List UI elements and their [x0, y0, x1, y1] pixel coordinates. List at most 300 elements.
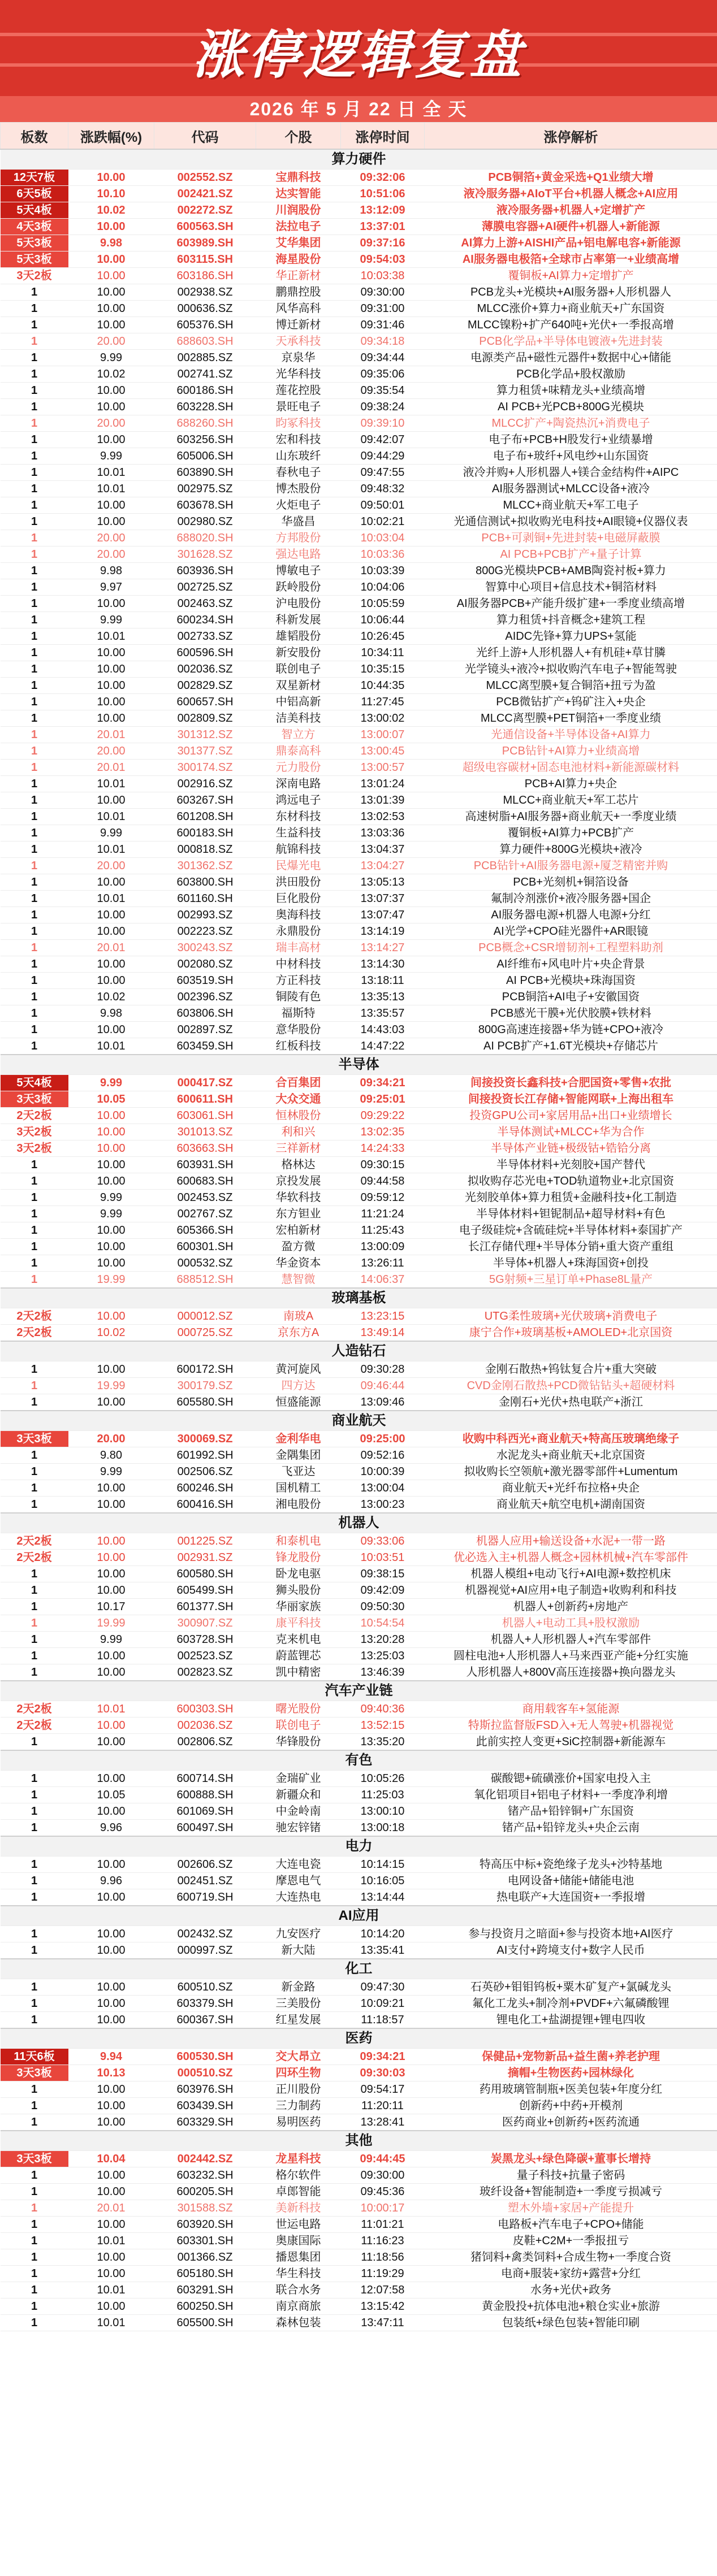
board-count: 3天3板	[1, 1091, 68, 1108]
board-count: 1	[1, 1566, 68, 1582]
limit-up-time: 13:00:07	[341, 727, 425, 743]
limit-up-time: 10:05:26	[341, 1771, 425, 1787]
stock-name: 合百集团	[256, 1075, 341, 1091]
board-count: 3天3板	[1, 2065, 68, 2081]
limit-up-time: 13:00:02	[341, 710, 425, 727]
table-row[interactable]	[1, 1533, 717, 1550]
section-row	[1, 1906, 717, 1926]
table-row[interactable]	[1, 1996, 717, 2012]
table-row[interactable]	[1, 1173, 717, 1190]
stock-code: 002938.SZ	[154, 284, 256, 301]
limit-up-logic: 光通信设备+半导体设备+AI算力	[425, 727, 717, 743]
change-pct: 10.00	[68, 1996, 154, 2012]
limit-up-time: 10:00:17	[341, 2200, 425, 2217]
table-row[interactable]	[1, 1206, 717, 1222]
table-row[interactable]	[1, 235, 717, 251]
table-row[interactable]	[1, 2098, 717, 2114]
table-row[interactable]	[1, 858, 717, 874]
limit-up-logic: PCB龙头+光模块+AI服务器+人形机器人	[425, 284, 717, 301]
limit-up-time: 09:42:09	[341, 1582, 425, 1599]
section-title: 机器人	[1, 1513, 717, 1533]
stock-code: 002809.SZ	[154, 710, 256, 727]
stock-name: 九安医疗	[256, 1926, 341, 1942]
limit-up-logic: CVD金刚石散热+PCD微钻钻头+超硬材料	[425, 1378, 717, 1394]
table-row[interactable]	[1, 399, 717, 415]
change-pct: 10.17	[68, 1599, 154, 1615]
limit-up-time: 10:26:45	[341, 628, 425, 645]
limit-up-time: 14:06:37	[341, 1272, 425, 1289]
stock-code: 002916.SZ	[154, 776, 256, 792]
table-row[interactable]	[1, 251, 717, 268]
table-row[interactable]	[1, 448, 717, 465]
table-row[interactable]	[1, 2184, 717, 2200]
limit-up-logic: 超级电容碳材+固态电池材料+新能源碳材料	[425, 760, 717, 776]
limit-up-time: 09:54:17	[341, 2081, 425, 2098]
table-row[interactable]	[1, 514, 717, 530]
table-row[interactable]	[1, 710, 717, 727]
section-title: 电力	[1, 1836, 717, 1857]
stock-name: 景旺电子	[256, 399, 341, 415]
table-row[interactable]	[1, 842, 717, 858]
stock-code: 600205.SH	[154, 2184, 256, 2200]
table-row[interactable]	[1, 1873, 717, 1889]
board-count: 3天3板	[1, 2151, 68, 2167]
limit-up-time: 09:54:03	[341, 251, 425, 268]
table-row[interactable]	[1, 1091, 717, 1108]
board-count: 1	[1, 1996, 68, 2012]
table-row[interactable]	[1, 907, 717, 923]
table-row[interactable]	[1, 1632, 717, 1648]
stock-name: 法拉电子	[256, 219, 341, 235]
change-pct: 10.00	[68, 2266, 154, 2282]
table-row[interactable]	[1, 956, 717, 973]
stock-name: 三祥新材	[256, 1140, 341, 1157]
stock-name: 驰宏锌锗	[256, 1820, 341, 1837]
table-row[interactable]	[1, 2081, 717, 2098]
table-row[interactable]	[1, 1157, 717, 1173]
table-row[interactable]	[1, 1325, 717, 1342]
limit-up-logic: 电子布+玻纤+风电纱+山东国资	[425, 448, 717, 465]
limit-up-logic: MLCC+商业航天+军工芯片	[425, 792, 717, 809]
limit-up-time: 09:30:00	[341, 284, 425, 301]
table-row[interactable]	[1, 2233, 717, 2249]
table-row[interactable]	[1, 219, 717, 235]
board-count: 12天7板	[1, 170, 68, 186]
limit-up-time: 11:25:03	[341, 1787, 425, 1803]
table-row[interactable]	[1, 1124, 717, 1140]
table-row[interactable]	[1, 1942, 717, 1959]
change-pct: 10.00	[68, 170, 154, 186]
stock-name: 南玻A	[256, 1308, 341, 1325]
table-row[interactable]	[1, 694, 717, 710]
board-count: 3天2板	[1, 268, 68, 284]
change-pct: 10.01	[68, 1038, 154, 1055]
table-row[interactable]	[1, 989, 717, 1005]
table-row[interactable]	[1, 923, 717, 940]
table-row[interactable]	[1, 1889, 717, 1906]
stock-code: 603291.SH	[154, 2282, 256, 2299]
board-count: 2天2板	[1, 1550, 68, 1566]
limit-up-time: 09:45:36	[341, 2184, 425, 2200]
table-row[interactable]	[1, 2249, 717, 2266]
table-row[interactable]	[1, 612, 717, 628]
table-row[interactable]	[1, 1038, 717, 1055]
board-count: 1	[1, 710, 68, 727]
table-row[interactable]	[1, 497, 717, 514]
table-row[interactable]	[1, 1464, 717, 1480]
table-row[interactable]	[1, 1718, 717, 1734]
board-count: 1	[1, 891, 68, 907]
stock-name: 恒林股份	[256, 1108, 341, 1124]
board-count: 1	[1, 858, 68, 874]
stock-code: 600563.SH	[154, 219, 256, 235]
limit-up-logic: 半导体+机器人+珠海国资+创投	[425, 1255, 717, 1272]
limit-up-time: 09:30:00	[341, 2167, 425, 2184]
stock-code: 300243.SZ	[154, 940, 256, 956]
table-row[interactable]	[1, 645, 717, 661]
table-row[interactable]	[1, 481, 717, 497]
change-pct: 10.02	[68, 366, 154, 383]
table-row[interactable]	[1, 1787, 717, 1803]
limit-up-logic: 氟化工龙头+制冷剂+PVDF+六氟磷酸锂	[425, 1996, 717, 2012]
limit-up-logic: 康宁合作+玻璃基板+AMOLED+北京国资	[425, 1325, 717, 1342]
stock-code: 002080.SZ	[154, 956, 256, 973]
stock-code: 600510.SZ	[154, 1979, 256, 1996]
table-row[interactable]	[1, 1803, 717, 1820]
stock-code: 002432.SZ	[154, 1926, 256, 1942]
limit-up-logic: MLCC扩产+陶瓷热沉+消费电子	[425, 415, 717, 432]
column-header: 个股	[256, 123, 341, 150]
table-row[interactable]	[1, 579, 717, 596]
table-row[interactable]	[1, 1926, 717, 1942]
table-row[interactable]	[1, 1075, 717, 1091]
table-row[interactable]	[1, 1615, 717, 1632]
stock-name: 恒盛能源	[256, 1394, 341, 1411]
change-pct: 10.00	[68, 497, 154, 514]
stock-name: 锋龙股份	[256, 1550, 341, 1566]
table-row[interactable]	[1, 202, 717, 219]
table-row[interactable]	[1, 1734, 717, 1751]
stock-code: 000510.SZ	[154, 2065, 256, 2081]
board-count: 2天2板	[1, 1108, 68, 1124]
table-row[interactable]	[1, 1857, 717, 1873]
limit-up-logic: AI服务器PCB+产能升级扩建+一季度业绩高增	[425, 596, 717, 612]
limit-up-logic: 半导体材料+钽铌制品+超导材料+有色	[425, 1206, 717, 1222]
stock-code: 603728.SH	[154, 1632, 256, 1648]
change-pct: 10.00	[68, 956, 154, 973]
limit-up-logic: 电子布+PCB+H股发行+业绩暴增	[425, 432, 717, 448]
section-title: AI应用	[1, 1906, 717, 1926]
stock-name: 中铝高新	[256, 694, 341, 710]
change-pct: 10.00	[68, 1771, 154, 1787]
table-row[interactable]	[1, 2114, 717, 2131]
limit-up-logic: MLCC离型膜+PET铜箔+一季度业绩	[425, 710, 717, 727]
stock-name: 金瑞矿业	[256, 1771, 341, 1787]
table-row[interactable]	[1, 1447, 717, 1464]
change-pct: 10.00	[68, 219, 154, 235]
stock-name: 方正科技	[256, 973, 341, 989]
stock-code: 603976.SH	[154, 2081, 256, 2098]
table-row[interactable]	[1, 1497, 717, 1513]
stock-name: 播恩集团	[256, 2249, 341, 2266]
limit-up-logic: AI PCB+光模块+珠海国资	[425, 973, 717, 989]
stock-code: 000532.SZ	[154, 1255, 256, 1272]
table-row[interactable]	[1, 1140, 717, 1157]
table-row[interactable]	[1, 1394, 717, 1411]
table-row[interactable]	[1, 1272, 717, 1289]
table-row[interactable]	[1, 1108, 717, 1124]
stock-code: 002993.SZ	[154, 907, 256, 923]
change-pct: 10.00	[68, 1857, 154, 1873]
table-row[interactable]	[1, 809, 717, 825]
change-pct: 9.99	[68, 448, 154, 465]
table-row[interactable]	[1, 2065, 717, 2081]
limit-up-time: 09:50:30	[341, 1599, 425, 1615]
table-row[interactable]	[1, 268, 717, 284]
change-pct: 9.98	[68, 1005, 154, 1022]
table-row[interactable]	[1, 1648, 717, 1664]
table-row[interactable]	[1, 678, 717, 694]
table-row[interactable]	[1, 1022, 717, 1038]
table-row[interactable]	[1, 1255, 717, 1272]
table-row[interactable]	[1, 284, 717, 301]
board-count: 1	[1, 825, 68, 842]
table-row[interactable]	[1, 1582, 717, 1599]
stock-code: 600714.SH	[154, 1771, 256, 1787]
board-count: 1	[1, 776, 68, 792]
table-row[interactable]	[1, 891, 717, 907]
table-row[interactable]	[1, 2167, 717, 2184]
board-count: 1	[1, 333, 68, 350]
table-row[interactable]	[1, 1566, 717, 1582]
board-count: 1	[1, 1615, 68, 1632]
table-row[interactable]	[1, 1550, 717, 1566]
stock-code: 605180.SH	[154, 2266, 256, 2282]
table-row[interactable]	[1, 333, 717, 350]
stock-code: 000012.SZ	[154, 1308, 256, 1325]
table-row[interactable]	[1, 1308, 717, 1325]
change-pct: 10.00	[68, 1394, 154, 1411]
stock-name: 华正新材	[256, 268, 341, 284]
table-row[interactable]	[1, 301, 717, 317]
board-count: 1	[1, 2266, 68, 2282]
table-row[interactable]	[1, 2217, 717, 2233]
table-row[interactable]	[1, 1431, 717, 1447]
limit-up-time: 09:40:36	[341, 1701, 425, 1718]
change-pct: 9.96	[68, 1873, 154, 1889]
table-row[interactable]	[1, 2282, 717, 2299]
limit-up-table	[0, 122, 717, 2331]
stock-name: 春秋电子	[256, 465, 341, 481]
table-row[interactable]	[1, 727, 717, 743]
table-row[interactable]	[1, 1222, 717, 1239]
stock-code: 600530.SH	[154, 2049, 256, 2065]
limit-up-logic: PCB微钻扩产+钨矿注入+央企	[425, 694, 717, 710]
limit-up-time: 10:03:38	[341, 268, 425, 284]
table-row[interactable]	[1, 2012, 717, 2029]
stock-name: 飞亚达	[256, 1464, 341, 1480]
table-row[interactable]	[1, 1239, 717, 1255]
section-row	[1, 1836, 717, 1857]
change-pct: 10.00	[68, 710, 154, 727]
stock-name: 沪电股份	[256, 596, 341, 612]
board-count: 1	[1, 1942, 68, 1959]
stock-name: 福斯特	[256, 1005, 341, 1022]
table-row[interactable]	[1, 1190, 717, 1206]
limit-up-time: 13:05:13	[341, 874, 425, 891]
stock-code: 605366.SH	[154, 1222, 256, 1239]
limit-up-time: 13:07:37	[341, 891, 425, 907]
limit-up-time: 10:14:15	[341, 1857, 425, 1873]
limit-up-logic: 锗产品+铅锌铜+广东国资	[425, 1803, 717, 1820]
table-row[interactable]	[1, 2299, 717, 2315]
stock-name: 四方达	[256, 1378, 341, 1394]
stock-name: 盈方微	[256, 1239, 341, 1255]
board-count: 1	[1, 2315, 68, 2331]
table-row[interactable]	[1, 596, 717, 612]
stock-code: 002829.SZ	[154, 678, 256, 694]
stock-name: 铜陵有色	[256, 989, 341, 1005]
stock-name: 宏和科技	[256, 432, 341, 448]
limit-up-time: 10:03:39	[341, 563, 425, 579]
table-row[interactable]	[1, 776, 717, 792]
board-count: 1	[1, 727, 68, 743]
section-title: 商业航天	[1, 1411, 717, 1431]
change-pct: 10.01	[68, 2282, 154, 2299]
stock-name: 天承科技	[256, 333, 341, 350]
limit-up-time: 13:12:09	[341, 202, 425, 219]
stock-name: 新金路	[256, 1979, 341, 1996]
stock-name: 红星发展	[256, 2012, 341, 2029]
section-row	[1, 1959, 717, 1979]
board-count: 1	[1, 973, 68, 989]
table-row[interactable]	[1, 2151, 717, 2167]
table-row[interactable]	[1, 874, 717, 891]
table-row[interactable]	[1, 792, 717, 809]
board-count: 1	[1, 1734, 68, 1751]
stock-code: 002975.SZ	[154, 481, 256, 497]
board-count: 1	[1, 956, 68, 973]
table-row[interactable]	[1, 1361, 717, 1378]
change-pct: 10.00	[68, 1361, 154, 1378]
table-row[interactable]	[1, 415, 717, 432]
limit-up-logic: 机器人+人形机器人+汽车零部件	[425, 1632, 717, 1648]
limit-up-time: 09:30:28	[341, 1361, 425, 1378]
board-count: 1	[1, 661, 68, 678]
limit-up-time: 14:43:03	[341, 1022, 425, 1038]
limit-up-time: 13:28:41	[341, 2114, 425, 2131]
limit-up-time: 09:35:54	[341, 383, 425, 399]
table-row[interactable]	[1, 317, 717, 333]
table-row[interactable]	[1, 530, 717, 547]
table-row[interactable]	[1, 383, 717, 399]
limit-up-time: 09:25:00	[341, 1431, 425, 1447]
table-row[interactable]	[1, 1979, 717, 1996]
limit-up-time: 11:16:23	[341, 2233, 425, 2249]
table-row[interactable]	[1, 2315, 717, 2331]
stock-code: 603267.SH	[154, 792, 256, 809]
table-row[interactable]	[1, 760, 717, 776]
change-pct: 10.05	[68, 1787, 154, 1803]
limit-up-logic: 机器人+创新药+房地产	[425, 1599, 717, 1615]
stock-code: 603931.SH	[154, 1157, 256, 1173]
table-row[interactable]	[1, 661, 717, 678]
table-row[interactable]	[1, 1664, 717, 1681]
board-count: 1	[1, 1632, 68, 1648]
stock-code: 002725.SZ	[154, 579, 256, 596]
limit-up-time: 10:05:59	[341, 596, 425, 612]
stock-name: 南京商旅	[256, 2299, 341, 2315]
limit-up-logic: 间接投资长江存储+智能网联+上海出租车	[425, 1091, 717, 1108]
stock-code: 002223.SZ	[154, 923, 256, 940]
table-row[interactable]	[1, 1599, 717, 1615]
board-count: 1	[1, 2012, 68, 2029]
stock-name: 联创电子	[256, 661, 341, 678]
table-row[interactable]	[1, 2200, 717, 2217]
table-row[interactable]	[1, 2266, 717, 2282]
stock-name: 鸿远电子	[256, 792, 341, 809]
limit-up-time: 14:24:33	[341, 1140, 425, 1157]
table-row[interactable]	[1, 170, 717, 186]
table-row[interactable]	[1, 2049, 717, 2065]
table-row[interactable]	[1, 743, 717, 760]
table-row[interactable]	[1, 465, 717, 481]
table-row[interactable]	[1, 628, 717, 645]
stock-name: 金利华电	[256, 1431, 341, 1447]
table-row[interactable]	[1, 186, 717, 202]
stock-code: 002421.SZ	[154, 186, 256, 202]
limit-up-time: 09:37:16	[341, 235, 425, 251]
limit-up-time: 13:20:28	[341, 1632, 425, 1648]
change-pct: 20.00	[68, 743, 154, 760]
stock-code: 002396.SZ	[154, 989, 256, 1005]
change-pct: 10.00	[68, 284, 154, 301]
board-count: 2天2板	[1, 1325, 68, 1342]
limit-up-logic: 高速树脂+AI服务器+商业航天+一季度业绩	[425, 809, 717, 825]
stock-name: 森林包装	[256, 2315, 341, 2331]
table-row[interactable]	[1, 1820, 717, 1837]
table-row[interactable]	[1, 1771, 717, 1787]
table-row[interactable]	[1, 973, 717, 989]
table-row[interactable]	[1, 547, 717, 563]
table-row[interactable]	[1, 350, 717, 366]
table-row[interactable]	[1, 1005, 717, 1022]
board-count: 1	[1, 1022, 68, 1038]
stock-name: 奥海科技	[256, 907, 341, 923]
limit-up-time: 13:37:01	[341, 219, 425, 235]
limit-up-time: 09:32:06	[341, 170, 425, 186]
board-count: 11天6板	[1, 2049, 68, 2065]
limit-up-time: 13:00:04	[341, 1480, 425, 1497]
table-row[interactable]	[1, 432, 717, 448]
table-row[interactable]	[1, 563, 717, 579]
section-title: 半导体	[1, 1055, 717, 1075]
table-row[interactable]	[1, 1701, 717, 1718]
board-count: 1	[1, 383, 68, 399]
table-row[interactable]	[1, 1480, 717, 1497]
table-row[interactable]	[1, 1378, 717, 1394]
board-count: 1	[1, 1820, 68, 1837]
stock-code: 301013.SZ	[154, 1124, 256, 1140]
stock-code: 603232.SH	[154, 2167, 256, 2184]
table-row[interactable]	[1, 940, 717, 956]
table-row[interactable]	[1, 366, 717, 383]
change-pct: 10.00	[68, 2184, 154, 2200]
stock-code: 301588.SZ	[154, 2200, 256, 2217]
change-pct: 10.00	[68, 1157, 154, 1173]
change-pct: 10.02	[68, 989, 154, 1005]
table-row[interactable]	[1, 825, 717, 842]
